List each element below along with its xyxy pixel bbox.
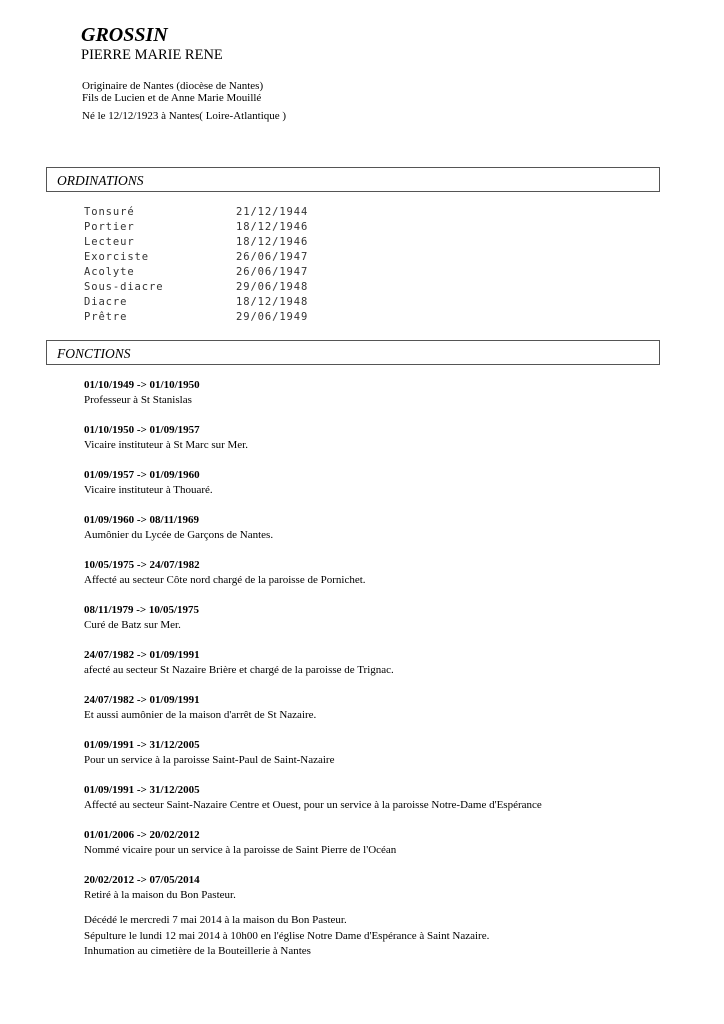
ordination-name: Prêtre xyxy=(84,311,128,323)
ordination-date: 18/12/1946 xyxy=(236,236,309,248)
fonction-item xyxy=(84,648,542,693)
fonction-dates: 01/09/1991 -> 31/12/2005 xyxy=(84,739,200,751)
fonction-description: afecté au secteur St Nazaire Brière et chargé de la paroisse de Trignac. xyxy=(84,664,394,676)
fonction-description: Professeur à St Stanislas xyxy=(84,394,192,406)
ordination-name: Diacre xyxy=(84,296,128,308)
fonction-item xyxy=(84,558,542,603)
fonction-item xyxy=(84,738,542,783)
interment-line: Inhumation au cimetière de la Bouteillerie à Nantes xyxy=(84,945,311,957)
given-names: PIERRE MARIE RENE xyxy=(81,47,223,63)
ordination-date: 26/06/1947 xyxy=(236,266,309,278)
ordination-name: Acolyte xyxy=(84,266,135,278)
fonction-item xyxy=(84,378,542,423)
ordination-date: 29/06/1949 xyxy=(236,311,309,323)
fonction-dates: 01/09/1991 -> 31/12/2005 xyxy=(84,784,200,796)
ordination-date: 18/12/1948 xyxy=(236,296,309,308)
fonction-description: Affecté au secteur Côte nord chargé de la paroisse de Pornichet. xyxy=(84,574,366,586)
fonction-dates: 01/09/1960 -> 08/11/1969 xyxy=(84,514,200,526)
ordination-name: Tonsuré xyxy=(84,206,135,218)
ordination-row xyxy=(84,235,324,250)
fonction-description: Vicaire instituteur à St Marc sur Mer. xyxy=(84,439,248,451)
ordinations-section-header xyxy=(46,167,660,192)
surname: GROSSIN xyxy=(81,24,168,46)
fonction-dates: 10/05/1975 -> 24/07/1982 xyxy=(84,559,200,571)
fonctions-list xyxy=(84,378,542,918)
fonction-item xyxy=(84,513,542,558)
ordination-name: Sous-diacre xyxy=(84,281,164,293)
ordination-row xyxy=(84,280,324,295)
ordination-name: Exorciste xyxy=(84,251,149,263)
fonction-description: Pour un service à la paroisse Saint-Paul de Saint-Nazaire xyxy=(84,754,335,766)
fonction-item xyxy=(84,828,542,873)
fonction-item xyxy=(84,873,542,918)
fonction-item xyxy=(84,603,542,648)
fonction-dates: 24/07/1982 -> 01/09/1991 xyxy=(84,694,200,706)
fonction-dates: 08/11/1979 -> 10/05/1975 xyxy=(84,604,200,616)
ordination-row xyxy=(84,220,324,235)
ordination-row xyxy=(84,205,324,220)
ordination-row xyxy=(84,265,324,280)
ordination-date: 21/12/1944 xyxy=(236,206,309,218)
fonction-dates: 01/01/2006 -> 20/02/2012 xyxy=(84,829,200,841)
fonction-item xyxy=(84,693,542,738)
fonction-dates: 01/10/1949 -> 01/10/1950 xyxy=(84,379,200,391)
fonction-description: Nommé vicaire pour un service à la paroisse de Saint Pierre de l'Océan xyxy=(84,844,397,856)
ordinations-table xyxy=(84,205,324,325)
ordination-name: Lecteur xyxy=(84,236,135,248)
parents-line: Fils de Lucien et de Anne Marie Mouillé xyxy=(82,92,262,104)
fonction-dates: 01/10/1950 -> 01/09/1957 xyxy=(84,424,200,436)
final-notes xyxy=(84,913,489,960)
fonction-description: Affecté au secteur Saint-Nazaire Centre et Ouest, pour un service à la paroisse Notre-Dame d'Espérance xyxy=(84,799,542,811)
birth-line: Né le 12/12/1923 à Nantes( Loire-Atlantique ) xyxy=(82,110,287,122)
ordination-row xyxy=(84,250,324,265)
fonction-description: Vicaire instituteur à Thouaré. xyxy=(84,484,213,496)
ordinations-title: ORDINATIONS xyxy=(57,173,144,188)
burial-service-line: Sépulture le lundi 12 mai 2014 à 10h00 en l'église Notre Dame d'Espérance à Saint Nazaire. xyxy=(84,929,490,942)
ordination-date: 18/12/1946 xyxy=(236,221,309,233)
fonctions-title: FONCTIONS xyxy=(57,346,131,361)
origin-block xyxy=(82,80,263,104)
fonction-description: Curé de Batz sur Mer. xyxy=(84,619,181,631)
fonction-description: Retiré à la maison du Bon Pasteur. xyxy=(84,889,236,901)
ordination-row xyxy=(84,295,324,310)
fonction-item xyxy=(84,468,542,513)
ordination-date: 29/06/1948 xyxy=(236,281,309,293)
fonction-item xyxy=(84,783,542,828)
fonction-description: Et aussi aumônier de la maison d'arrêt de St Nazaire. xyxy=(84,709,317,721)
person-header xyxy=(81,24,223,63)
fonction-dates: 20/02/2012 -> 07/05/2014 xyxy=(84,874,200,886)
fonction-dates: 24/07/1982 -> 01/09/1991 xyxy=(84,649,200,661)
origin-line: Originaire de Nantes (diocèse de Nantes) xyxy=(82,80,264,92)
ordination-date: 26/06/1947 xyxy=(236,251,309,263)
fonction-item xyxy=(84,423,542,468)
fonctions-section-header xyxy=(46,340,660,365)
fonction-description: Aumônier du Lycée de Garçons de Nantes. xyxy=(84,529,274,541)
ordination-row xyxy=(84,310,324,325)
ordination-name: Portier xyxy=(84,221,135,233)
fonction-dates: 01/09/1957 -> 01/09/1960 xyxy=(84,469,200,481)
death-line: Décédé le mercredi 7 mai 2014 à la maison du Bon Pasteur. xyxy=(84,914,347,926)
